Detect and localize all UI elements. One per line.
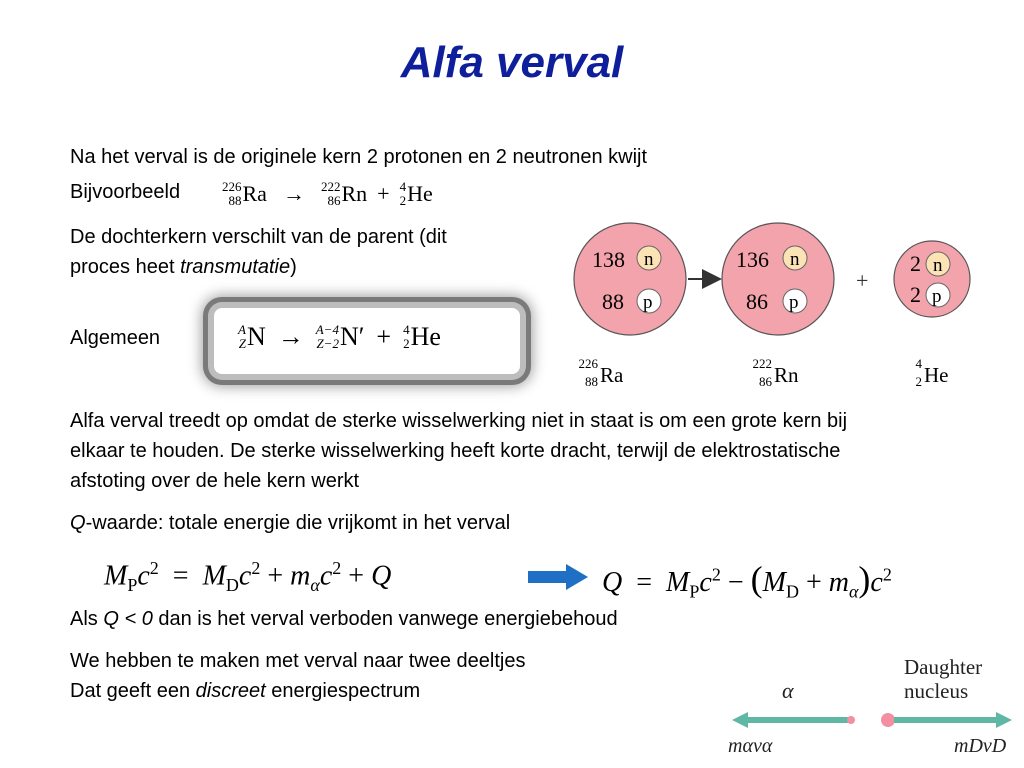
- momentum-diagram: [722, 650, 1022, 768]
- svg-text:2: 2: [915, 374, 922, 389]
- example-equation: [222, 180, 433, 208]
- atomic-number: 2: [399, 193, 407, 208]
- nucleus-he: [894, 241, 970, 317]
- implies-arrow-icon: [526, 562, 590, 592]
- svg-text:4: 4: [915, 356, 922, 371]
- text-line-protons-neutrons: Na het verval is de originele kern 2 protonen en 2 neutronen kwijt: [70, 146, 648, 168]
- discrete-spectrum-line: Dat geeft een discreet energiespectrum: [70, 680, 421, 702]
- svg-text:86: 86: [759, 374, 772, 389]
- nuclei-diagram: [560, 215, 1000, 400]
- neutron-symbol: n: [933, 255, 943, 276]
- forbidden-condition: Als Q < 0 dan is het verval verboden vanwege energiebehoud: [70, 608, 618, 630]
- nuclide-he: [400, 180, 433, 208]
- text-daughter-line1: De dochterkern verschilt van de parent (dit: [70, 226, 447, 248]
- neutron-symbol: n: [790, 249, 800, 270]
- atomic-number: 88: [228, 193, 242, 208]
- nucleus-rn: [722, 223, 834, 335]
- term-transmutatie: transmutatie: [180, 256, 291, 278]
- proton-symbol: p: [643, 292, 653, 313]
- alpha-arrow-head: [732, 712, 748, 728]
- text-example-label: Bijvoorbeeld: [70, 181, 181, 203]
- alpha-particle-dot: [847, 716, 855, 724]
- element-symbol: Ra: [242, 181, 267, 206]
- reaction-arrow: →: [277, 322, 304, 351]
- text-daughter-line2: proces heet transmutatie): [70, 256, 297, 278]
- paragraph-line2: elkaar te houden. De sterke wisselwerking heeft korte dracht, terwijl de elektrostatische: [70, 440, 841, 462]
- daughter-arrow-head: [996, 712, 1012, 728]
- element-symbol: Rn: [341, 181, 368, 206]
- neutron-count: 136: [736, 247, 769, 272]
- daughter-nucleus-dot: [881, 713, 895, 727]
- element-symbol: He: [407, 181, 433, 206]
- proton-count: 88: [602, 289, 624, 314]
- q-value-definition: Q-waarde: totale energie die vrijkomt in het verval: [70, 512, 511, 534]
- mass-number: 222: [320, 179, 341, 194]
- svg-text:Ra: Ra: [600, 363, 624, 387]
- plus-sign: +: [377, 181, 390, 206]
- proton-count: 2: [910, 282, 921, 307]
- svg-text:226: 226: [578, 356, 598, 371]
- neutron-count: 2: [910, 251, 921, 276]
- nuclide-daughter: A−4 Z−2 N′: [315, 322, 365, 351]
- nuclide-parent: A Z N: [238, 322, 266, 351]
- paragraph-line1: Alfa verval treedt op omdat de sterke wisselwerking niet in staat is om een grote kern bij: [70, 410, 848, 432]
- daughter-momentum-label: mDvD: [954, 735, 1007, 757]
- q-value-equation: $Q = M_Pc^2 - (M_D + m_\alpha)c^2$: [602, 559, 892, 602]
- nuclide-ra: [222, 180, 267, 208]
- nuclide-helium: 4 2 He: [403, 322, 441, 351]
- label-rn: [753, 356, 800, 389]
- energy-balance-equation: $M_Pc^2 = M_Dc^2 + m_\alpha c^2 + Q$: [104, 558, 392, 595]
- svg-text:Rn: Rn: [774, 363, 799, 387]
- nucleus-rn-body: [722, 223, 834, 335]
- plus-sign: +: [856, 268, 869, 293]
- nuclide-rn: [321, 180, 367, 208]
- general-equation-box: [214, 308, 520, 374]
- mass-number: 226: [222, 179, 242, 194]
- two-particle-line: We hebben te maken met verval naar twee deeltjes: [70, 650, 526, 672]
- daughter-label-line1: Daughter: [904, 655, 983, 679]
- atomic-number: 86: [327, 193, 341, 208]
- reaction-arrow: →: [282, 181, 305, 206]
- nucleus-ra: [574, 223, 686, 335]
- slide-title: Alfa verval: [400, 38, 624, 87]
- alpha-label: α: [782, 678, 794, 703]
- mass-number: 4: [399, 179, 407, 194]
- general-equation: [238, 322, 441, 352]
- neutron-symbol: n: [644, 249, 654, 270]
- svg-text:He: He: [924, 363, 949, 387]
- label-ra: [579, 356, 625, 389]
- plus-sign: +: [376, 322, 392, 351]
- nucleus-ra-body: [574, 223, 686, 335]
- paragraph-line3: afstoting over de hele kern werkt: [70, 470, 360, 492]
- proton-symbol: p: [932, 286, 942, 307]
- proton-count: 86: [746, 289, 768, 314]
- text-general-label: Algemeen: [70, 327, 161, 349]
- svg-text:222: 222: [752, 356, 772, 371]
- label-he: [916, 356, 949, 389]
- daughter-label-line2: nucleus: [904, 679, 969, 703]
- alpha-momentum-label: mαvα: [728, 735, 773, 757]
- proton-symbol: p: [789, 292, 799, 313]
- neutron-count: 138: [592, 247, 625, 272]
- svg-text:88: 88: [585, 374, 598, 389]
